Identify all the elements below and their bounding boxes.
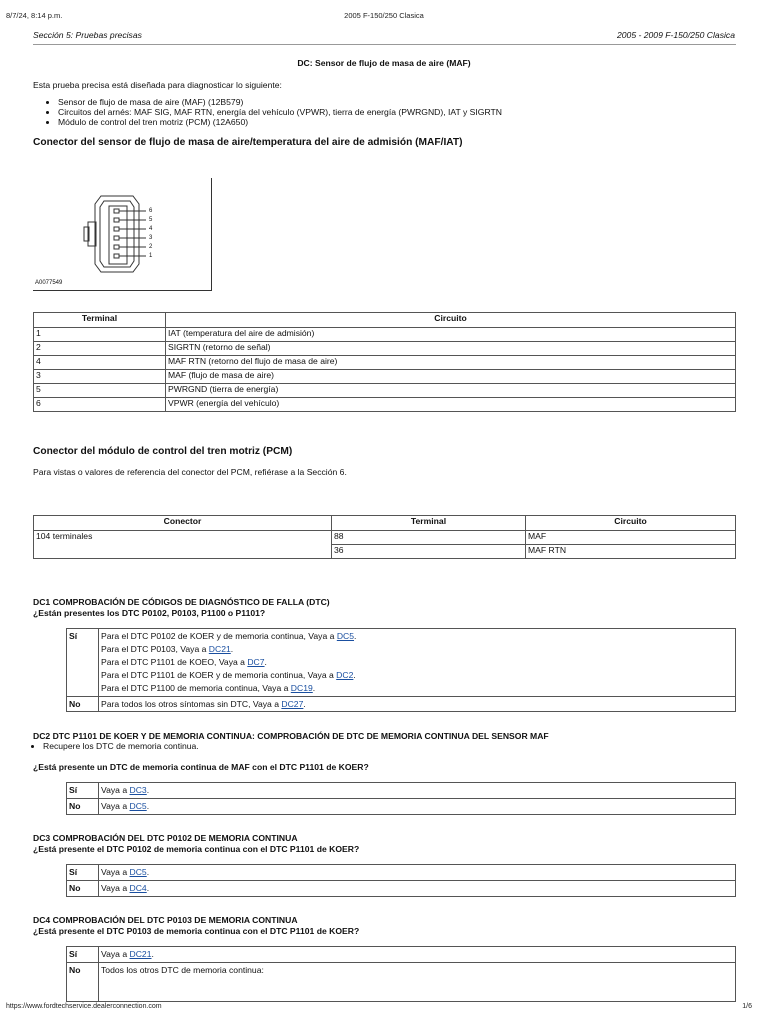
- pin-label: 4: [149, 226, 153, 232]
- dc21-link[interactable]: DC21: [208, 643, 231, 654]
- dc1-question: ¿Están presentes los DTC P0102, P0103, P1100 o P1101?: [33, 607, 266, 618]
- table-cell: 36: [332, 545, 526, 559]
- dc2-title: DC2 DTC P1101 DE KOER Y DE MEMORIA CONTINUA: COMPROBACIÓN DE DTC DE MEMORIA CONTINUA DEL SENSOR MAF: [33, 731, 549, 741]
- table-cell: Todos los otros DTC de memoria continua:: [99, 962, 736, 1001]
- table-cell: MAF RTN: [526, 545, 736, 559]
- list-item: • Módulo de control del tren motriz (PCM) (12A650): [58, 118, 502, 128]
- no-label: No: [67, 962, 99, 1001]
- table-row: [34, 398, 736, 412]
- dc1-title: DC1 COMPROBACIÓN DE CÓDIGOS DE DIAGNÓSTICO DE FALLA (DTC): [33, 597, 330, 607]
- table-row: [34, 342, 736, 356]
- table-cell: 5: [34, 384, 166, 398]
- dc4-question: ¿Está presente el DTC P0103 de memoria continua con el DTC P1101 de KOER?: [33, 925, 360, 936]
- table-header-row: [34, 313, 736, 328]
- pin-label: 1: [149, 253, 153, 259]
- answer-line: Para el DTC P1100 de memoria continua, Vaya a DC19.: [101, 682, 316, 693]
- dc4-title: DC4 COMPROBACIÓN DEL DTC P0103 DE MEMORIA CONTINUA: [33, 915, 298, 925]
- dc27-link[interactable]: DC27: [281, 698, 304, 709]
- section-label: Sección 5: Pruebas precisas: [33, 30, 142, 40]
- dc3-heading: [33, 833, 359, 854]
- print-url: https://www.fordtechservice.dealerconnection.com: [6, 1003, 162, 1010]
- table-cell: 6: [34, 398, 166, 412]
- list-item: • Recupere los DTC de memoria continua.: [43, 742, 199, 752]
- table-row: [67, 865, 736, 881]
- answer-text: Vaya a: [101, 800, 130, 811]
- dc21-link[interactable]: DC21: [129, 949, 152, 959]
- print-page-number: 1/6: [742, 1003, 752, 1010]
- figure-id: A0077549: [35, 280, 63, 286]
- pin-label: 3: [149, 235, 153, 241]
- table-row: [67, 629, 736, 697]
- answer-line: Para el DTC P1101 de KOER y de memoria continua, Vaya a DC2.: [101, 669, 356, 680]
- dc3-answer-table: [66, 864, 736, 897]
- connector-drawing: [33, 178, 211, 290]
- header-divider: [33, 44, 736, 45]
- answer-text: Vaya a: [101, 867, 130, 877]
- table-cell: PWRGND (tierra de energía): [166, 384, 736, 398]
- table-cell: 4: [34, 356, 166, 370]
- table-row: [34, 370, 736, 384]
- dc3-link[interactable]: DC3: [129, 785, 147, 795]
- table-cell: SIGRTN (retorno de señal): [166, 342, 736, 356]
- table-header-row: [34, 516, 736, 531]
- list-item: • Sensor de flujo de masa de aire (MAF) (12B579): [58, 98, 502, 108]
- yes-label: Sí: [67, 947, 99, 963]
- dc4-link[interactable]: DC4: [129, 882, 147, 893]
- doc-intro: Esta prueba precisa está diseñada para diagnosticar lo siguiente:: [33, 80, 282, 90]
- dc4-heading: [33, 915, 359, 936]
- vehicle-model: 2005 - 2009 F-150/250 Clasica: [616, 30, 735, 40]
- answer-text: Vaya a: [101, 882, 130, 893]
- table-cell: IAT (temperatura del aire de admisión): [166, 328, 736, 342]
- dc2-question: ¿Está presente un DTC de memoria continua de MAF con el DTC P1101 de KOER?: [33, 762, 369, 772]
- yes-label: Sí: [67, 783, 99, 799]
- pin-label: 6: [149, 208, 153, 214]
- dc5-link[interactable]: DC5: [336, 631, 355, 641]
- dc2-link[interactable]: DC2: [336, 669, 354, 680]
- pcm-terminal-table: [33, 515, 736, 559]
- list-item: • Circuitos del arnés: MAF SIG, MAF RTN, energía del vehículo (VPWR), tierra de energía (PWRGND), IAT y SIGRTN: [58, 108, 502, 118]
- yes-label: Sí: [67, 629, 99, 697]
- table-row: [67, 783, 736, 799]
- table-row: [34, 328, 736, 342]
- answer-line: Para el DTC P0102 de KOER y de memoria continua, Vaya a DC5.: [101, 631, 357, 641]
- pcm-connector-heading: Conector del módulo de control del tren motriz (PCM): [33, 446, 293, 457]
- table-cell: MAF: [526, 531, 736, 545]
- dc19-link[interactable]: DC19: [290, 682, 313, 693]
- dc3-title: DC3 COMPROBACIÓN DEL DTC P0102 DE MEMORIA CONTINUA: [33, 833, 298, 843]
- table-cell: 88: [332, 531, 526, 545]
- table-cell: Vaya a DC21.: [99, 947, 736, 963]
- column-header: Circuito: [526, 516, 736, 531]
- table-cell: Para todos los otros síntomas sin DTC, Vaya a DC27.: [99, 696, 736, 712]
- table-row: [67, 798, 736, 814]
- table-cell: MAF (flujo de masa de aire): [166, 370, 736, 384]
- answer-line: Para el DTC P1101 de KOEO, Vaya a DC7.: [101, 656, 267, 667]
- table-row: [34, 356, 736, 370]
- dc1-heading: [33, 597, 330, 618]
- table-cell: 2: [34, 342, 166, 356]
- table-row: [34, 531, 736, 545]
- table-cell: Vaya a DC4.: [99, 880, 736, 896]
- pin-label: 5: [149, 217, 153, 223]
- print-timestamp: 8/7/24, 8:14 p.m.: [6, 11, 63, 20]
- doc-title: DC: Sensor de flujo de masa de aire (MAF): [297, 58, 471, 68]
- pin-label: 2: [149, 244, 153, 250]
- no-label: No: [67, 696, 99, 712]
- answer-text: Para el DTC P0102 de KOER y de memoria continua, Vaya a: [101, 631, 337, 641]
- yes-label: Sí: [67, 865, 99, 881]
- no-label: No: [67, 880, 99, 896]
- table-row: [67, 696, 736, 712]
- pcm-note: Para vistas o valores de referencia del conector del PCM, refiérase a la Sección 6.: [33, 467, 347, 477]
- answer-text: Para todos los otros síntomas sin DTC, Vaya a: [101, 698, 282, 709]
- connector-figure: [33, 178, 212, 291]
- table-row: [34, 384, 736, 398]
- dc2-answer-table: [66, 782, 736, 815]
- dc3-question: ¿Está presente el DTC P0102 de memoria continua con el DTC P1101 de KOER?: [33, 843, 360, 854]
- print-page-title: 2005 F-150/250 Clasica: [344, 11, 424, 20]
- diagnosis-list: [33, 98, 502, 127]
- column-header: Conector: [34, 516, 332, 531]
- answer-line: Para el DTC P0103, Vaya a DC21.: [101, 643, 234, 654]
- answer-text: Vaya a: [101, 785, 130, 795]
- table-cell: VPWR (energía del vehículo): [166, 398, 736, 412]
- column-header: Terminal: [332, 516, 526, 531]
- dc5-link[interactable]: DC5: [129, 800, 147, 811]
- dc1-answer-table: [66, 628, 736, 712]
- table-row: [67, 962, 736, 1001]
- answer-text: Para el DTC P1101 de KOEO, Vaya a: [101, 656, 248, 667]
- dc4-answer-table: [66, 946, 736, 1002]
- answer-text: Para el DTC P0103, Vaya a: [101, 643, 209, 654]
- column-header: Terminal: [34, 313, 166, 328]
- table-cell: MAF RTN (retorno del flujo de masa de aire): [166, 356, 736, 370]
- table-row: [67, 947, 736, 963]
- table-cell: Vaya a DC5.: [99, 865, 736, 881]
- dc5-link[interactable]: DC5: [129, 867, 147, 877]
- maf-connector-heading: Conector del sensor de flujo de masa de aire/temperatura del aire de admisión (MAF/IAT): [33, 137, 463, 148]
- table-cell: [99, 629, 736, 697]
- answer-text: Vaya a: [101, 949, 130, 959]
- table-cell: Vaya a DC3.: [99, 783, 736, 799]
- dc2-steps: [18, 742, 199, 752]
- column-header: Circuito: [166, 313, 736, 328]
- table-cell: Vaya a DC5.: [99, 798, 736, 814]
- table-cell: 1: [34, 328, 166, 342]
- answer-text: Para el DTC P1100 de memoria continua, Vaya a: [101, 682, 291, 693]
- pin-labels: [149, 207, 152, 261]
- table-row: [67, 880, 736, 896]
- maf-terminal-table: [33, 312, 736, 412]
- dc7-link[interactable]: DC7: [247, 656, 265, 667]
- table-cell: 104 terminales: [34, 531, 332, 559]
- answer-text: Para el DTC P1101 de KOER y de memoria continua, Vaya a: [101, 669, 337, 680]
- no-label: No: [67, 798, 99, 814]
- table-cell: 3: [34, 370, 166, 384]
